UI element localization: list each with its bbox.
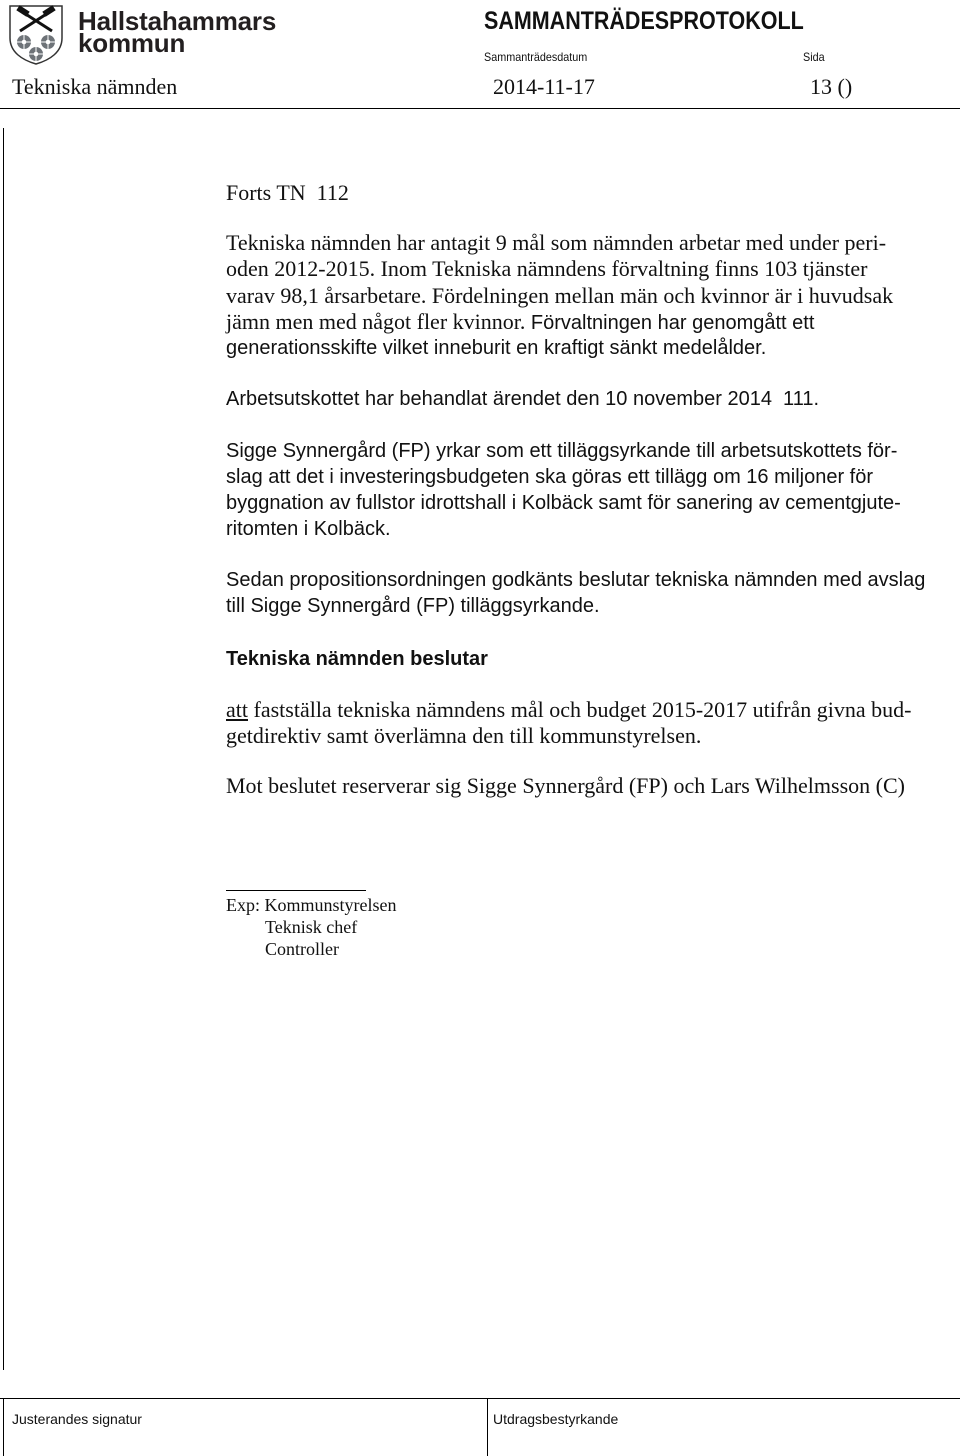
intro-line-start: jämn men med något fler kvinnor. xyxy=(226,309,526,334)
meeting-date: 2014-11-17 xyxy=(493,74,595,99)
distribution-first-line: Exp: Kommunstyrelsen xyxy=(226,895,397,915)
intro-line: oden 2012-2015. Inom Tekniska nämndens förvaltning finns 103 tjänster xyxy=(226,256,868,281)
decision-heading: Tekniska nämnden beslutar xyxy=(226,648,488,670)
decision-keyword: att xyxy=(226,697,248,722)
intro-line xyxy=(226,309,814,336)
ruling-line: till Sigge Synnergård (FP) tilläggsyrkande. xyxy=(226,595,600,617)
page-number: 13 () xyxy=(810,74,853,99)
intro-line-continuation: Förvaltningen har genomgått ett xyxy=(530,312,815,334)
motion-line: slag att det i investeringsbudgeten ska göras ett tillägg om 16 miljoner för xyxy=(226,466,874,488)
footer-divider xyxy=(0,1398,960,1399)
intro-line: generationsskifte vilket inneburit en kraftigt sänkt medelålder. xyxy=(226,337,767,359)
reservation-text: Mot beslutet reserverar sig Sigge Synnergård (FP) och Lars Wilhelmsson (C) xyxy=(226,773,905,798)
section-reference: Forts TN 112 xyxy=(226,180,349,205)
page-label: Sida xyxy=(803,50,825,64)
footer-middle-rule xyxy=(487,1398,488,1456)
intro-line: Tekniska nämnden har antagit 9 mål som nämnden arbetar med under peri- xyxy=(226,230,887,255)
document-type-title: SAMMANTRÄDESPROTOKOLL xyxy=(484,7,804,35)
signature-label: Justerandes signatur xyxy=(12,1411,142,1427)
intro-line: varav 98,1 årsarbetare. Fördelningen mellan män och kvinnor är i huvudsak xyxy=(226,283,894,308)
decision-line: getdirektiv samt överlämna den till kommunstyrelsen. xyxy=(226,723,702,748)
distribution-divider xyxy=(226,890,366,891)
left-margin-rule xyxy=(3,128,4,1370)
municipality-name-line2: kommun xyxy=(78,28,186,58)
committee-review-text: Arbetsutskottet har behandlat ärendet den 10 november 2014 111. xyxy=(226,388,820,410)
certification-label: Utdragsbestyrkande xyxy=(493,1411,619,1427)
committee-name: Tekniska nämnden xyxy=(12,74,178,99)
meeting-date-label: Sammanträdesdatum xyxy=(484,50,588,64)
distribution-recipient: Controller xyxy=(265,939,339,959)
decision-line xyxy=(226,697,912,723)
motion-line: ritomten i Kolbäck. xyxy=(226,518,391,540)
distribution-recipient: Teknisk chef xyxy=(265,917,358,937)
motion-line: byggnation av fullstor idrottshall i Kolbäck samt för sanering av cementgjute- xyxy=(226,492,901,514)
ruling-line: Sedan propositionsordningen godkänts beslutar tekniska nämnden med avslag xyxy=(226,569,926,591)
decision-text: fastställa tekniska nämndens mål och budget 2015-2017 utifrån givna bud- xyxy=(253,697,912,722)
motion-line: Sigge Synnergård (FP) yrkar som ett tilläggsyrkande till arbetsutskottets för- xyxy=(226,440,898,462)
footer-left-rule xyxy=(3,1398,4,1456)
header-divider xyxy=(0,108,960,109)
coat-of-arms-icon xyxy=(8,4,64,66)
municipality-name-line1: Hallstahammars xyxy=(78,6,277,36)
